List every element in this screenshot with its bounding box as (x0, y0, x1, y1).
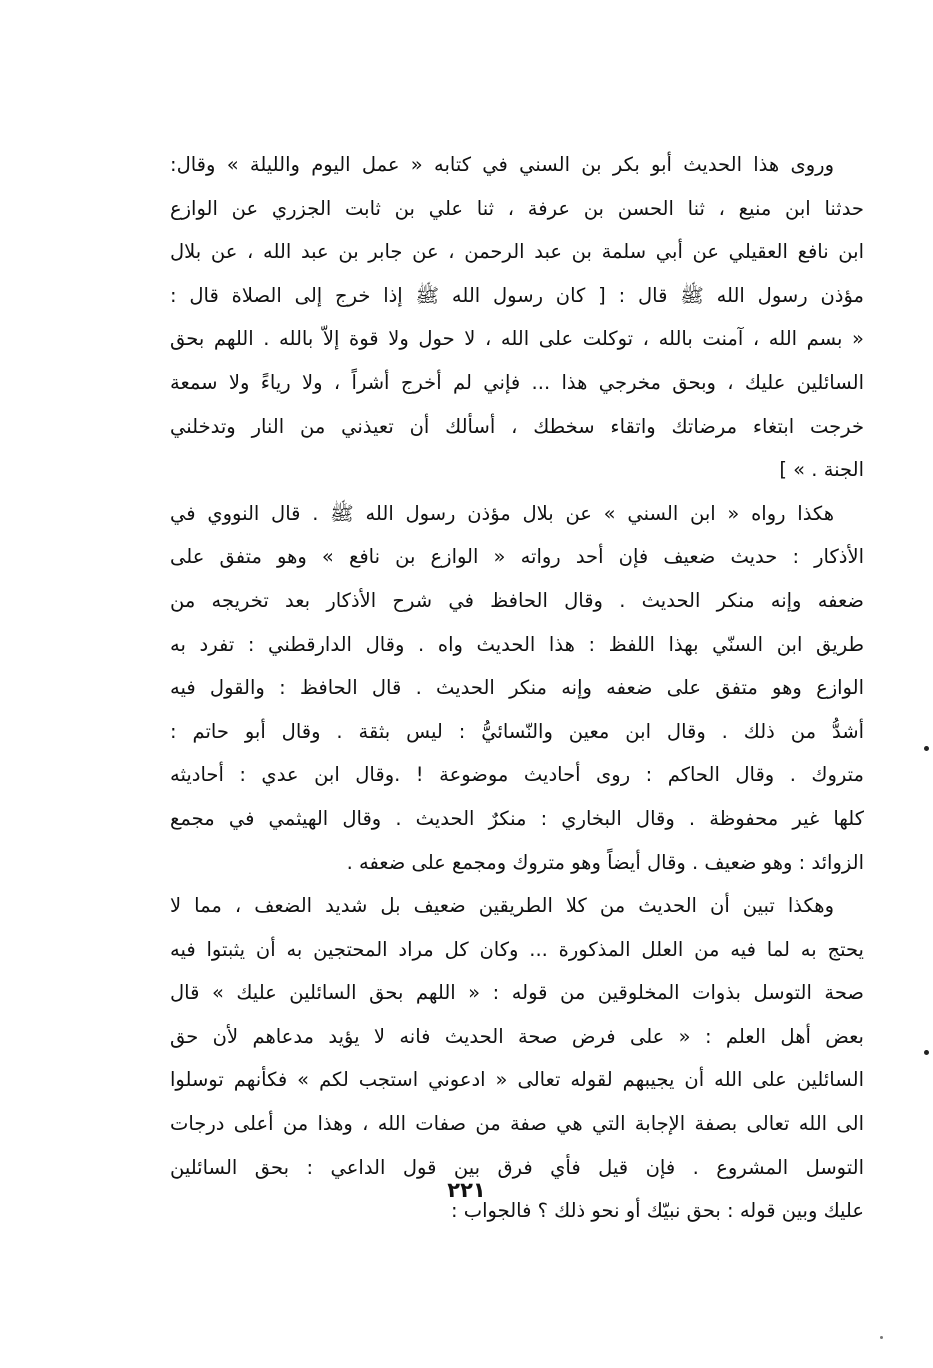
text-line: « بسم الله ، آمنت بالله ، توكلت على الله ، لا حول ولا قوة إلاّ بالله . اللهم بحق (170, 327, 864, 351)
text-line: الى الله تعالى بصفة الإجابة التي هي صفة من صفات الله ، وهذا من أعلى درجات (170, 1112, 864, 1136)
scan-dot (924, 1050, 929, 1055)
text-line: كلها غير محفوظة . وقال البخاري : منكرٌ الحديث . وقال الهيثمي في مجمع (170, 806, 864, 830)
text-line: أشدُّ من ذلك . وقال ابن معين والنّسائيُّ : ليس بثقة . وقال أبو حاتم : (170, 719, 864, 743)
text-line: وهكذا تبين أن الحديث من كلا الطريقين ضعيف بل شديد الضعف ، مما لا (170, 894, 834, 918)
scan-dot (880, 1336, 883, 1339)
text-line: الوازع وهو متفق على ضعفه وإنه منكر الحديث . قال الحافظ : والقول فيه (170, 676, 864, 700)
text-line: يحتج به لما فيه من العلل المذكورة ... وكان كل مراد المحتجين به أن يثبتوا فيه (170, 937, 864, 961)
text-line: الأذكار : حديث ضعيف فإن أحد رواته « الوازع بن نافع » وهو متفق على (170, 545, 864, 569)
text-line: متروك . وقال الحاكم : روى أحاديث موضوعة ! .وقال ابن عدي : أحاديثه (170, 763, 864, 787)
body-text (170, 143, 864, 1233)
text-line: صحة التوسل بذوات المخلوقين من قوله : « اللهم بحق السائلين عليك » قال (170, 981, 864, 1005)
text-line: ضعفه وإنه منكر الحديث . وقال الحافظ في شرح الأذكار بعد تخريجه من (170, 588, 864, 612)
text-line: السائلين على الله أن يجيبهم لقوله تعالى « ادعوني استجب لكم » فكأنهم توسلوا (170, 1068, 864, 1092)
text-line: الجنة . » ] (779, 458, 864, 482)
text-line: الزوائد : وهو ضعيف . وقال أيضاً وهو متروك ومجمع على ضعفه . (346, 850, 864, 874)
text-line: هكذا رواه « ابن السني » عن بلال مؤذن رسول الله ﷺ . قال النووي في (170, 501, 834, 525)
text-line: حدثنا ابن منيع ، ثنا الحسن بن عرفة ، ثنا علي بن ثابت الجزري عن الوازع (170, 196, 864, 220)
text-line: السائلين عليك ، وبحق مخرجي هذا ... فإني لم أخرج أشراً ، ولا رياءً ولا سمعة (170, 370, 864, 394)
text-line: ابن نافع العقيلي عن أبي سلمة بن عبد الرحمن ، عن جابر بن عبد الله ، عن بلال (170, 240, 864, 264)
text-line: مؤذن رسول الله ﷺ قال : [ كان رسول الله ﷺ إذا خرج إلى الصلاة قال : (170, 283, 864, 307)
text-line: وروى هذا الحديث أبو بكر بن السني في كتابه « عمل اليوم والليلة » وقال: (170, 153, 834, 176)
text-line: بعض أهل العلم : « على فرض صحة الحديث فانه لا يؤيد مدعاهم لأن حق (170, 1024, 864, 1048)
scan-dot (924, 746, 929, 751)
text-line: طريق ابن السنّي بهذا اللفظ : هذا الحديث واه . وقال الدارقطني : تفرد به (170, 632, 864, 656)
text-line: عليك وبين قوله : بحق نبيّك أو نحو ذلك ؟ فالجواب : (451, 1199, 864, 1223)
text-line: التوسل المشروع . فإن قيل فأي فرق بين قول الداعي : بحق السائلين (170, 1155, 864, 1179)
page-number: ٢٢١ (447, 1178, 486, 1202)
text-line: خرجت ابتغاء مرضاتك واتقاء سخطك ، أسألك أن تعيذني من النار وتدخلني (170, 414, 864, 438)
